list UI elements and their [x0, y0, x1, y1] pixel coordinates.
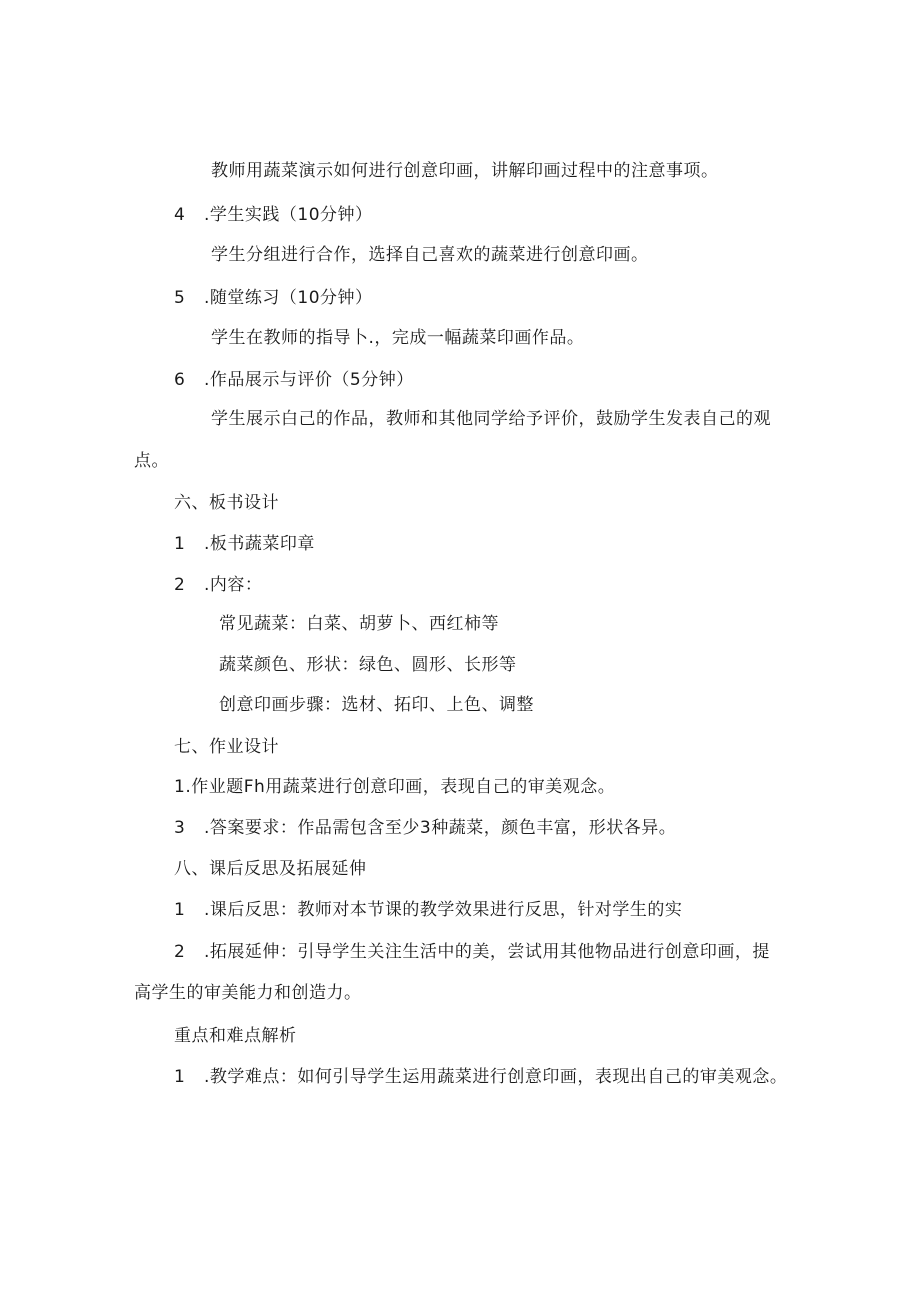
reflection-item-2: [174, 941, 770, 963]
item-text: .拓展延伸：引导学生关注生活中的美，尝试用其他物品进行创意印画，提: [204, 942, 770, 962]
section-homework: 七、作业设计: [174, 737, 279, 757]
homework-item-1: 1.作业题Fh用蔬菜进行创意印画，表现自己的审美观念。: [174, 777, 616, 797]
item-text: .板书蔬菜印章: [204, 534, 315, 554]
reflection-item-1: [174, 899, 682, 921]
item-number: 1: [174, 534, 186, 554]
step-number: 5: [174, 288, 186, 308]
content-print-steps: 创意印画步骤：选材、拓印、上色、调整: [219, 695, 534, 715]
section-reflection: 八、课后反思及拓展延伸: [174, 859, 367, 879]
content-color-shape: 蔬菜颜色、形状：绿色、圆形、长形等: [219, 655, 517, 675]
step-4-heading: [174, 204, 373, 226]
item-number: 3: [174, 818, 186, 838]
step-number: 4: [174, 205, 186, 225]
item-number: 2: [174, 942, 186, 962]
item-text: .课后反思：教师对本节课的教学效果进行反思，针对学生的实: [204, 900, 683, 920]
item-text: .答案要求：作品需包含至少3种蔬菜，颜色丰富，形状各异。: [204, 818, 677, 838]
paragraph-exercise: 学生在教师的指导卜.，完成一幅蔬菜印画作品。: [211, 328, 585, 348]
item-number: 1: [174, 1067, 186, 1087]
content-common-vegetables: 常见蔬菜：白菜、胡萝卜、西红柿等: [219, 614, 499, 634]
board-item-2: [174, 574, 262, 596]
step-title: .随堂练习（10分钟）: [204, 288, 373, 308]
item-text: .内容：: [204, 575, 263, 595]
paragraph-showcase-continued: 点。: [134, 451, 169, 471]
paragraph-showcase: 学生展示白己的作品，教师和其他同学给予评价，鼓励学生发表自己的观: [211, 409, 771, 429]
homework-item-3: [174, 817, 676, 839]
step-5-heading: [174, 287, 373, 309]
section-board-design: 六、板书设计: [174, 493, 279, 513]
reflection-item-2-continued: 高学生的审美能力和创造力。: [134, 983, 362, 1003]
step-title: .学生实践（10分钟）: [204, 205, 373, 225]
step-number: 6: [174, 370, 186, 390]
key-point-item-1: [174, 1066, 787, 1088]
board-item-1: [174, 533, 315, 555]
paragraph-practice: 学生分组进行合作，选择自己喜欢的蔬菜进行创意印画。: [211, 245, 649, 265]
item-text: .教学难点：如何引导学生运用蔬菜进行创意印画，表现出自己的审美观念。: [204, 1067, 788, 1087]
step-title: .作品展示与评价（5分钟）: [204, 370, 414, 390]
paragraph-demo: 教师用蔬菜演示如何进行创意印画，讲解印画过程中的注意事项。: [211, 161, 719, 181]
step-6-heading: [174, 369, 414, 391]
item-number: 2: [174, 575, 186, 595]
section-key-points: 重点和难点解析: [174, 1026, 297, 1046]
item-number: 1: [174, 900, 186, 920]
